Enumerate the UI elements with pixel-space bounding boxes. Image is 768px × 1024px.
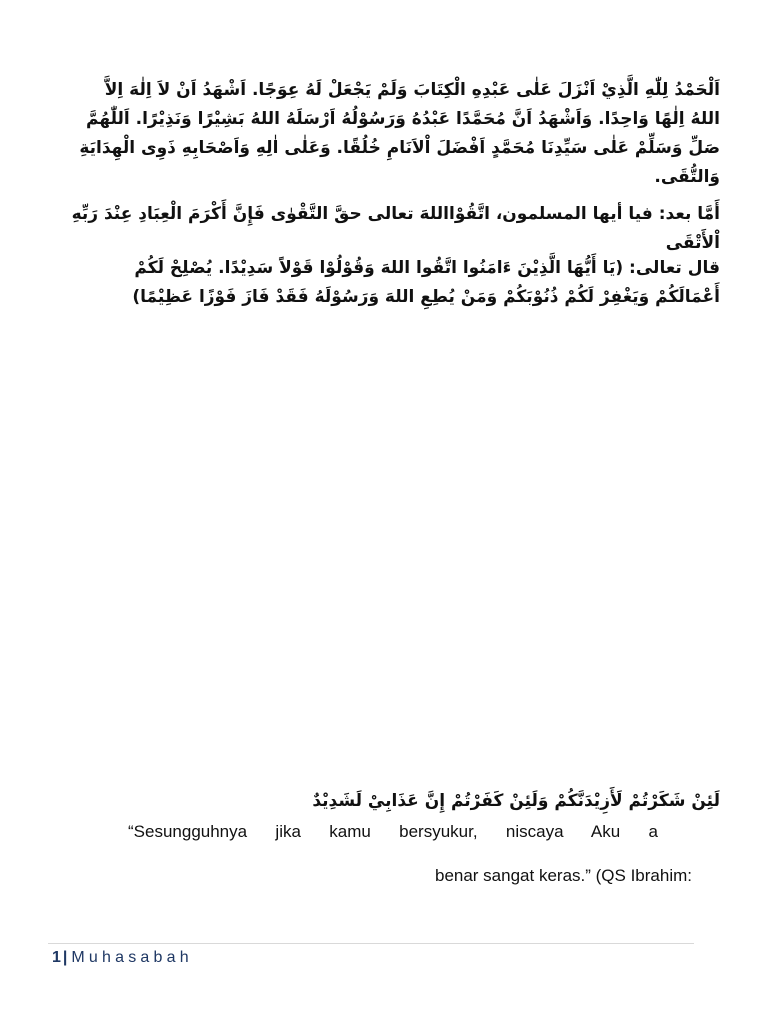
qawl-line-1: قال تعالى: (يَا أَيُّهَا الَّذِيْنَ ءَامَنُوا اتَّقُوا اللهَ وَقُوْلُوْا قَوْلاً سَدِيْدًا. يُصْلِحْ لَكُمْ (134, 258, 720, 278)
footer-divider (48, 943, 694, 944)
verse-translation-line-2: benar sangat keras.” (QS Ibrahim: (434, 866, 692, 885)
verse-translation-line-1: “Sesungguhnya jika kamu bersyukur, niscaya Aku a (128, 822, 658, 841)
opening-line-4: وَالتُّقَى. (654, 167, 720, 187)
page-number: 1 (52, 949, 61, 966)
amma-line-1: أَمَّا بعد: فيا أيها المسلمون، اتَّقُوْااللهَ تعالى حقَّ التَّقْوٰى فَإِنَّ أَكْرَمَ الْعِبَادِ عِنْدَ رَبِّهِ (71, 204, 720, 224)
opening-praise-paragraph (48, 76, 720, 192)
opening-line-1: اَلْحَمْدُ لِلّٰهِ الَّذِيْ اَنْزَلَ عَلٰى عَبْدِهِ الْكِتَابَ وَلَمْ يَجْعَلْ لَهُ عِوَجًا. اَشْهَدُ اَنْ لاَ اِلٰهَ اِلاَّ (104, 80, 720, 100)
opening-line-2: اللهُ اِلٰهًا وَاحِدًا. وَاَشْهَدُ اَنَّ مُحَمَّدًا عَبْدُهُ وَرَسُوْلُهُ اَرْسَلَهُ اللهُ بَشِيْرًا وَنَذِيْرًا. اَللّٰهُمَّ (86, 109, 720, 129)
footer-separator: | (62, 949, 68, 966)
opening-line-3: صَلِّ وَسَلِّمْ عَلٰى سَيِّدِنَا مُحَمَّدٍ اَفْضَلَ اْلاَنَامِ خُلُقًا. وَعَلٰى اٰلِهِ وَاَصْحَابِهِ ذَوِى الْهِدَايَةِ (79, 138, 720, 158)
verse-arabic: لَئِنْ شَكَرْتُمْ لَأَزِيْدَنَّكُمْ وَلَئِنْ كَفَرْتُمْ إِنَّ عَذَابِيْ لَشَدِيْدٌ (312, 791, 720, 811)
quran-quote-paragraph (48, 254, 720, 312)
amma-line-2: اْلأَتْقَى (665, 233, 720, 253)
page-footer (52, 948, 193, 968)
qawl-line-2: أَعْمَالَكُمْ وَيَغْفِرْ لَكُمْ ذُنُوْبَكُمْ وَمَنْ يُطِعِ اللهَ وَرَسُوْلَهُ فَقَدْ فَازَ فَوْزًا عَظِيْمًا) (132, 287, 720, 307)
footer-label: Muhasabah (71, 949, 193, 966)
amma-badu-paragraph (48, 200, 720, 258)
